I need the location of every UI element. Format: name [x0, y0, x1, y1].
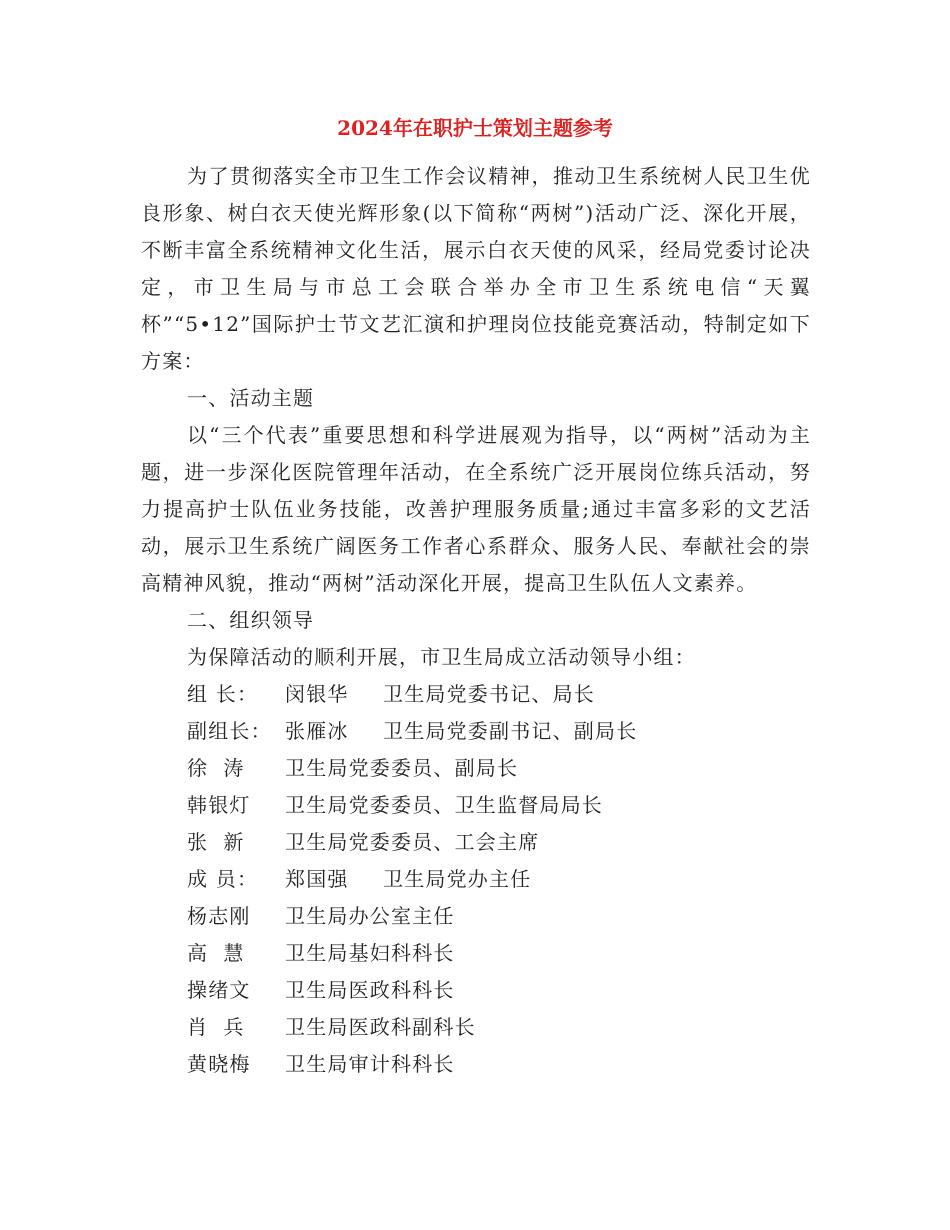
roster-name: 高 慧: [187, 941, 245, 965]
roster-row: [141, 1009, 811, 1046]
roster-duty: 卫生局办公室主任: [285, 904, 455, 928]
roster-row: [141, 824, 811, 861]
roster-row: [141, 972, 811, 1009]
roster-duty: 卫生局医政科副科长: [285, 1015, 476, 1039]
roster-name: 张 新: [187, 830, 245, 854]
roster-duty: 卫生局党委委员、卫生监督局局长: [285, 793, 603, 817]
roster-role: 副组长：: [187, 719, 272, 743]
document-body: [141, 158, 811, 1083]
roster-name: 肖 兵: [187, 1015, 245, 1039]
roster-duty: 卫生局党委副书记、副局长: [383, 719, 638, 743]
roster-role: 成 员：: [187, 867, 259, 891]
roster-row: [141, 750, 811, 787]
roster-duty: 卫生局党委委员、副局长: [285, 756, 519, 780]
roster-duty: 卫生局基妇科科长: [285, 941, 455, 965]
roster-name: 张雁冰: [285, 719, 349, 743]
roster-row: [141, 935, 811, 972]
roster-name: 韩银灯: [187, 793, 251, 817]
roster-role: 组 长：: [187, 682, 259, 706]
roster-row: [141, 676, 811, 713]
roster-name: 操绪文: [187, 978, 251, 1002]
roster-duty: 卫生局党委委员、工会主席: [285, 830, 540, 854]
roster-row: [141, 898, 811, 935]
roster-row: [141, 1046, 811, 1083]
roster-duty: 卫生局审计科科长: [285, 1052, 455, 1076]
roster-duty: 卫生局医政科科长: [285, 978, 455, 1002]
leadership-roster: [141, 676, 811, 1083]
roster-name: 闵银华: [285, 682, 349, 706]
roster-name: 郑国强: [285, 867, 349, 891]
intro-paragraph: 为了贯彻落实全市卫生工作会议精神，推动卫生系统树人民卫生优良形象、树白衣天使光辉形象(以下简称“两树”)活动广泛、深化开展，不断丰富全系统精神文化生活，展示白衣天使的风采，经局党委讨论决定，市卫生局与市总工会联合举办全市卫生系统电信“天翼杯”“5•12”国际护士节文艺汇演和护理岗位技能竞赛活动，特制定如下方案：: [141, 164, 811, 373]
document-title: 2024年在职护士策划主题参考: [337, 116, 613, 140]
roster-row: [141, 861, 811, 898]
roster-name: 黄晓梅: [187, 1052, 251, 1076]
roster-duty: 卫生局党委书记、局长: [383, 682, 595, 706]
roster-row: [141, 713, 811, 750]
section-heading-theme: 一、活动主题: [187, 386, 315, 410]
roster-name: 徐 涛: [187, 756, 245, 780]
roster-name: 杨志刚: [187, 904, 251, 928]
section-heading-organization: 二、组织领导: [187, 608, 315, 632]
roster-duty: 卫生局党办主任: [383, 867, 532, 891]
organization-lead: 为保障活动的顺利开展，市卫生局成立活动领导小组：: [187, 645, 696, 669]
theme-paragraph: 以“三个代表”重要思想和科学进展观为指导，以“两树”活动为主题，进一步深化医院管理年活动，在全系统广泛开展岗位练兵活动，努力提高护士队伍业务技能，改善护理服务质量;通过丰富多彩的文艺活动，展示卫生系统广阔医务工作者心系群众、服务人民、奉献社会的崇高精神风貌，推动“两树”活动深化开展，提高卫生队伍人文素养。: [141, 423, 811, 595]
roster-row: [141, 787, 811, 824]
